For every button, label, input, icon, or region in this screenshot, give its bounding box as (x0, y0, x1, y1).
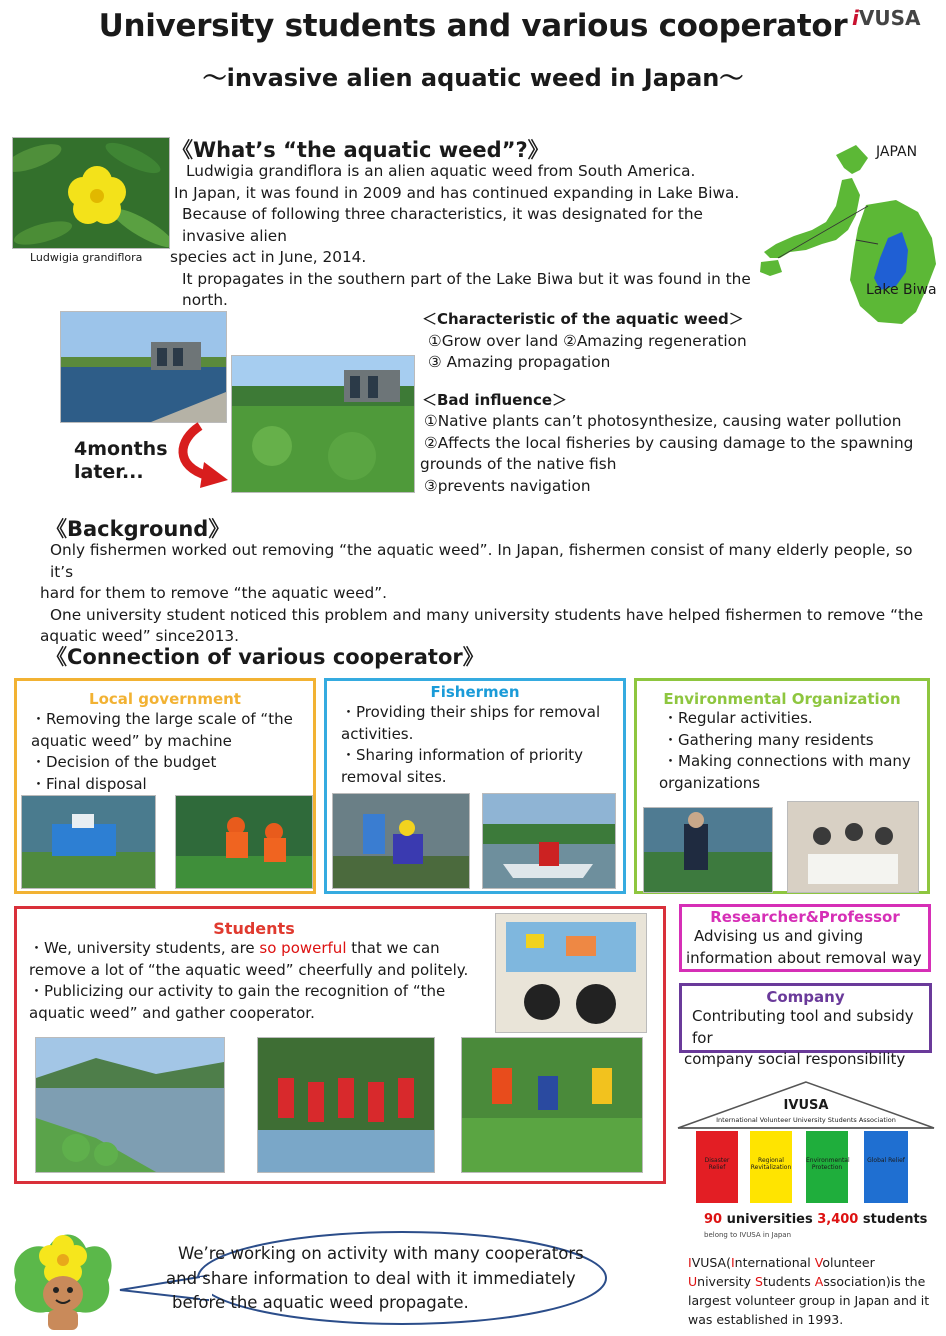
ivusa-roof-sub: International Volunteer University Students Association (716, 1116, 896, 1124)
pillar-disaster: Disaster Relief (696, 1131, 738, 1203)
bad-heading: ＜Bad influence＞ (422, 390, 568, 409)
ivusa-roof-title: IVUSA (783, 1098, 829, 1113)
ludwigia-flower-photo (12, 137, 170, 249)
workers-photo (175, 795, 313, 889)
ivusa-stats: 90 universities 3,400 students (704, 1212, 928, 1227)
box-title: Local government (89, 690, 241, 708)
poster-subtitle: 〜invasive alien aquatic weed in Japan〜 (202, 64, 744, 92)
background-heading: 《Background》 (46, 517, 230, 541)
map-label-japan: JAPAN (876, 144, 918, 160)
time-label: 4months later... (74, 438, 168, 483)
connection-heading: 《Connection of various cooperator》 (46, 645, 484, 669)
company-box: Company Contributing tool and subsidy for company social responsibility (679, 983, 932, 1053)
weed-line: species act in June, 2014. (170, 248, 367, 266)
bad-item: ②Affects the local fisheries by causing damage to the spawning (424, 433, 914, 452)
students-line-photo (257, 1037, 435, 1173)
fishermen-photo (332, 793, 470, 889)
after-photo (231, 355, 415, 493)
box-title: Environmental Organization (663, 690, 901, 708)
weed-description (170, 161, 770, 312)
weed-heading: 《What’s “the aquatic weed”?》 (172, 138, 549, 162)
box-title: Company (766, 988, 845, 1006)
box-title: Researcher&Professor (710, 908, 900, 926)
weed-line: In Japan, it was found in 2009 and has continued expanding in Lake Biwa. (174, 183, 740, 202)
environmental-org-box: Environmental Organization ・Regular activities. ・Gathering many residents ・Making connections with many organizations (634, 678, 930, 894)
char-item: ①Grow over land ②Amazing regeneration (428, 331, 747, 350)
local-government-box: Local government ・Removing the large scale of “the aquatic weed” by machine ・Decision of the budget ・Final disposal (14, 678, 316, 894)
speech-text: We’re working on activity with many cooperators and share information to deal with it immediately before the aquatic weed propagate. (166, 1244, 584, 1312)
box-title: Students (213, 919, 295, 938)
characteristics-block (422, 309, 942, 497)
bad-item: ③prevents navigation (424, 476, 591, 495)
machine-photo (21, 795, 156, 889)
pillar-environmental: Environmental Protection (806, 1131, 848, 1203)
publicity-photo (495, 913, 647, 1033)
students-lake-photo (35, 1037, 225, 1173)
weed-line: It propagates in the southern part of the Lake Biwa but it was found in the north. (182, 269, 751, 309)
time-arrow-icon (170, 422, 232, 492)
char-item: ③ Amazing propagation (428, 353, 611, 371)
poster-title: University students and various cooperator (98, 8, 848, 44)
bad-item: grounds of the native fish (420, 455, 617, 473)
residents-removal-photo (643, 807, 773, 893)
ivusa-logo: iVUSA (852, 6, 921, 30)
ivusa-diagram (676, 1076, 936, 1206)
background-text: Only fishermen worked out removing “the aquatic weed”. In Japan, fishermen consist of many elderly people, so it’s hard for them to remove “the aquatic weed”. One university student noticed this problem and many university students have helped fishermen to remove “the aquatic weed” since2013. (40, 541, 924, 645)
boat-photo (482, 793, 616, 889)
weed-line: Because of following three characteristics, it was designated for the invasive alien (182, 205, 703, 245)
researcher-box: Researcher&Professor Advising us and giving information about removal way (679, 904, 931, 972)
before-photo (60, 311, 227, 423)
weed-line: Ludwigia grandiflora is an alien aquatic weed from South America. (186, 162, 696, 180)
ivusa-stats-note: belong to IVUSA in Japan (704, 1231, 792, 1239)
students-box: Students ・We, university students, are so powerful that we can remove a lot of “the aquatic weed” cheerfully and politely. ・Publicizing our activity to gain the recognition of “the aquatic weed” and gather cooperator. (14, 906, 666, 1184)
students-removal-photo (461, 1037, 643, 1173)
ivusa-description: IVUSA(International Volunteer University Students Association)is the largest volunteer group in Japan and it was established in 1993. (688, 1255, 930, 1327)
char-heading: ＜Characteristic of the aquatic weed＞ (422, 310, 744, 328)
photo-caption: Ludwigia grandiflora (30, 251, 143, 264)
pillar-global: Global Relief (864, 1131, 908, 1203)
bad-item: ①Native plants can’t photosynthesize, causing water pollution (424, 412, 902, 430)
japan-map (756, 140, 942, 330)
fishermen-box: Fishermen ・Providing their ships for removal activities. ・Sharing information of priority removal sites. (324, 678, 626, 894)
meeting-photo (787, 801, 919, 893)
box-title: Fishermen (430, 683, 520, 701)
pillar-regional: Regional Revitalization (750, 1131, 792, 1203)
map-label-lake-biwa: Lake Biwa (866, 282, 937, 298)
